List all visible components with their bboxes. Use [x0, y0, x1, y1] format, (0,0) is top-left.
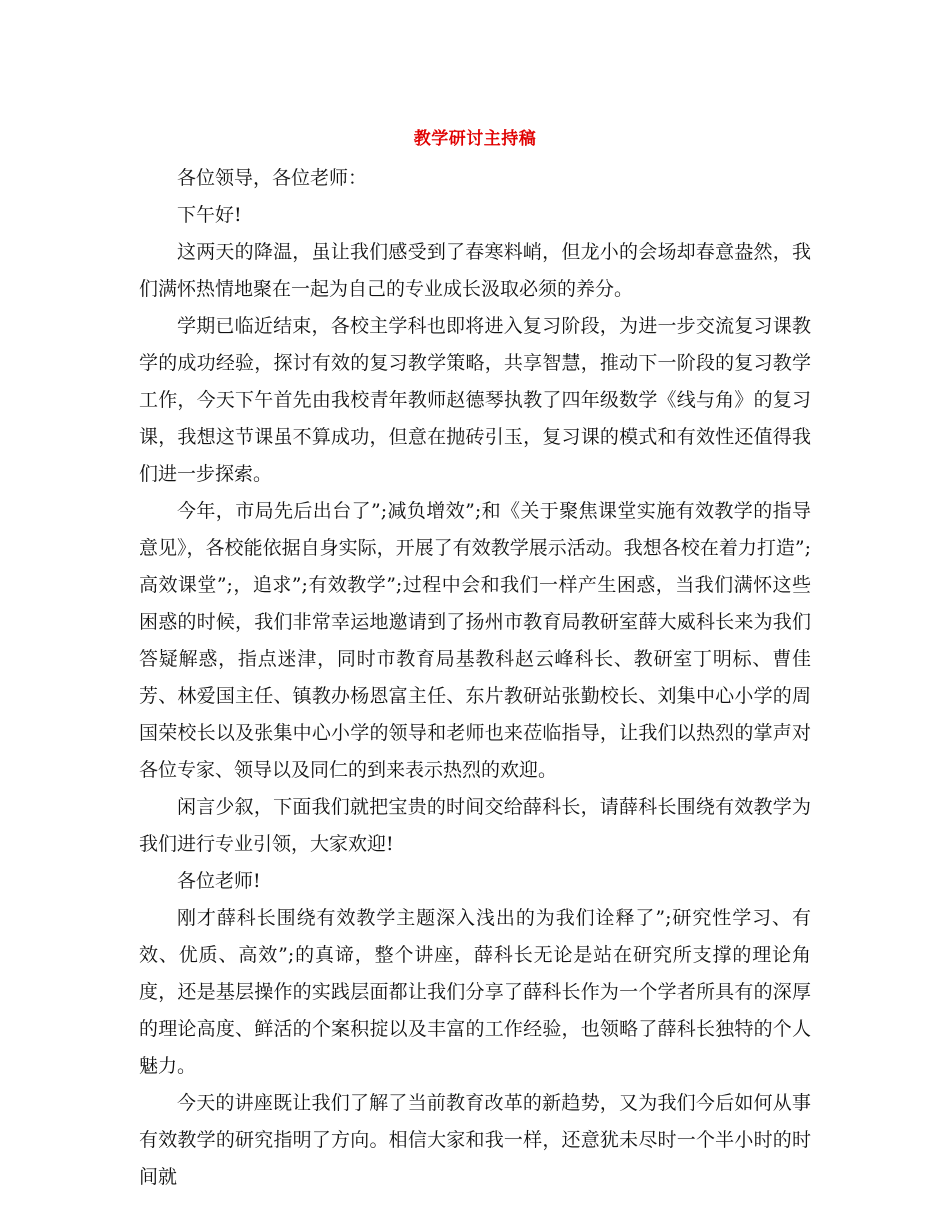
document-body [139, 160, 811, 1196]
paragraph-handover: 闲言少叙，下面我们就把宝贵的时间交给薛科长，请薛科长围绕有效教学为我们进行专业引领，大家欢迎! [139, 796, 811, 855]
paragraph-dear-teachers: 各位老师! [177, 870, 261, 892]
paragraph-summary: 刚才薛科长围绕有效教学主题深入浅出的为我们诠释了”;研究性学习、有效、优质、高效”;的真谛，整个讲座，薛科长无论是站在研究所支撑的理论角度，还是基层操作的实践层面都让我们分享了薛科长作为一个学者所具有的深厚的理论高度、鲜活的个案积掟以及丰富的工作经验，也领略了薛科长独特的个人魅力。 [139, 907, 811, 1077]
document-title: 教学研讨主持稿 [413, 129, 537, 149]
paragraph-good-afternoon: 下午好! [177, 204, 242, 226]
paragraph-this-year: 今年，市局先后出台了”;减负增效”;和《关于聚焦课堂实施有效教学的指导意见》，各校能依据自身实际，开展了有效教学展示活动。我想各校在着力打造”;高效课堂”;，追求”;有效教学”;过程中会和我们一样产生困惑，当我们满怀这些困惑的时候，我们非常幸运地邀请到了扬州市教育局教研室薛大威科长来为我们答疑解惑，指点迷津，同时市教育局基教科赵云峰科长、教研室丁明标、曹佳芳、林爱国主任、镇教办杨恩富主任、东片教研站张勤校长、刘集中心小学的周国荣校长以及张集中心小学的领导和老师也来莅临指导，让我们以热烈的掌声对各位专家、领导以及同仁的到来表示热烈的欢迎。 [139, 500, 811, 781]
paragraph-closing: 今天的讲座既让我们了解了当前教育改革的新趋势，又为我们今后如何从事有效教学的研究指明了方向。相信大家和我一样，还意犹未尽时一个半小时的时间就 [139, 1092, 811, 1188]
paragraph-semester: 学期已临近结束，各校主学科也即将进入复习阶段，为进一步交流复习课教学的成功经验，探讨有效的复习教学策略，共享智慧，推动下一阶段的复习教学工作，今天下午首先由我校青年教师赵德琴执教了四年级数学《线与角》的复习课，我想这节课虽不算成功，但意在抛砖引玉，复习课的模式和有效性还值得我们进一步探索。 [139, 315, 811, 485]
paragraph-greeting: 各位领导，各位老师： [177, 167, 368, 189]
paragraph-weather: 这两天的降温，虽让我们感受到了春寒料峭，但龙小的会场却春意盎然，我们满怀热情地聚在一起为自己的专业成长汲取必须的养分。 [139, 241, 811, 300]
